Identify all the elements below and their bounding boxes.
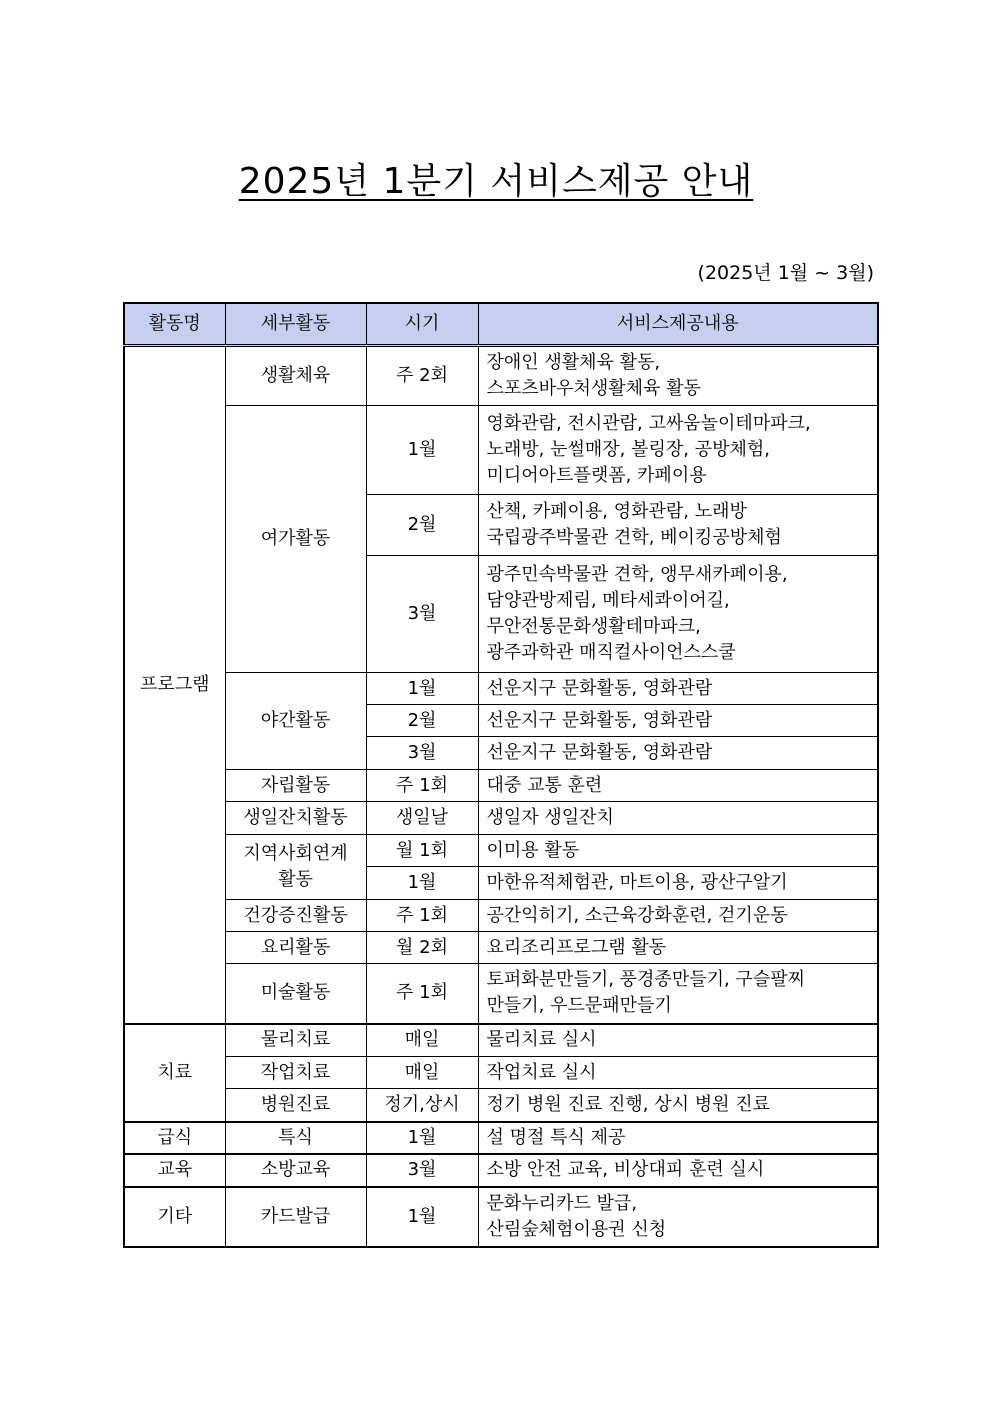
- table-row: [124, 1187, 878, 1247]
- table-row: [124, 673, 878, 705]
- content-cell: 정기 병원 진료 진행, 상시 병원 진료: [478, 1089, 878, 1122]
- header-activity: 활동명: [124, 303, 225, 346]
- table-row: [124, 802, 878, 835]
- content-cell: 설 명절 특식 제공: [478, 1122, 878, 1154]
- content-cell: 영화관람, 전시관람, 고싸움놀이테마파크, 노래방, 눈썰매장, 볼링장, 공방체험, 미디어아트플랫폼, 카페이용: [478, 406, 878, 495]
- table-row: [124, 932, 878, 964]
- timing-cell: 주 1회: [366, 900, 478, 932]
- timing-cell: 생일날: [366, 802, 478, 835]
- content-cell: 선운지구 문화활동, 영화관람: [478, 737, 878, 770]
- detail-cell: 야간활동: [225, 673, 366, 770]
- category-etc: 기타: [124, 1187, 225, 1247]
- timing-cell: 1월: [366, 406, 478, 495]
- table-row: [124, 1024, 878, 1057]
- table-row: [124, 770, 878, 802]
- timing-cell: 3월: [366, 737, 478, 770]
- content-cell: 산책, 카페이용, 영화관람, 노래방 국립광주박물관 견학, 베이킹공방체험: [478, 495, 878, 556]
- detail-cell: 카드발급: [225, 1187, 366, 1247]
- content-cell: 선운지구 문화활동, 영화관람: [478, 705, 878, 737]
- table-row: [124, 346, 878, 406]
- timing-cell: 2월: [366, 705, 478, 737]
- timing-cell: 매일: [366, 1057, 478, 1089]
- content-cell: 문화누리카드 발급, 산림숲체험이용권 신청: [478, 1187, 878, 1247]
- content-cell: 요리조리프로그램 활동: [478, 932, 878, 964]
- content-cell: 토퍼화분만들기, 풍경종만들기, 구슬팔찌 만들기, 우드문패만들기: [478, 964, 878, 1024]
- table-row: [124, 900, 878, 932]
- document-title: [0, 158, 992, 206]
- detail-cell: 특식: [225, 1122, 366, 1154]
- timing-cell: 주 1회: [366, 770, 478, 802]
- content-cell: 대중 교통 훈련: [478, 770, 878, 802]
- category-meal: 급식: [124, 1122, 225, 1154]
- content-cell: 이미용 활동: [478, 835, 878, 867]
- table-row: [124, 406, 878, 495]
- timing-cell: 3월: [366, 556, 478, 673]
- header-content: 서비스제공내용: [478, 303, 878, 346]
- document-title-text: 2025년 1분기 서비스제공 안내: [238, 161, 754, 202]
- timing-cell: 월 2회: [366, 932, 478, 964]
- content-cell: 선운지구 문화활동, 영화관람: [478, 673, 878, 705]
- timing-cell: 3월: [366, 1154, 478, 1187]
- content-cell: 작업치료 실시: [478, 1057, 878, 1089]
- content-cell: 생일자 생일잔치: [478, 802, 878, 835]
- detail-cell: 작업치료: [225, 1057, 366, 1089]
- detail-cell: 병원진료: [225, 1089, 366, 1122]
- category-education: 교육: [124, 1154, 225, 1187]
- timing-cell: 주 1회: [366, 964, 478, 1024]
- detail-cell: 건강증진활동: [225, 900, 366, 932]
- detail-cell: 미술활동: [225, 964, 366, 1024]
- content-cell: 물리치료 실시: [478, 1024, 878, 1057]
- table-row: [124, 964, 878, 1024]
- timing-cell: 1월: [366, 1122, 478, 1154]
- detail-cell: 물리치료: [225, 1024, 366, 1057]
- content-cell: 광주민속박물관 견학, 앵무새카페이용, 담양관방제림, 메타세콰이어길, 무안전통문화생활테마파크, 광주과학관 매직컬사이언스스쿨: [478, 556, 878, 673]
- table-row: [124, 1154, 878, 1187]
- content-cell: 소방 안전 교육, 비상대피 훈련 실시: [478, 1154, 878, 1187]
- timing-cell: 2월: [366, 495, 478, 556]
- timing-cell: 매일: [366, 1024, 478, 1057]
- timing-cell: 1월: [366, 867, 478, 900]
- table-row: [124, 1089, 878, 1122]
- table-row: [124, 835, 878, 867]
- table-header-row: [124, 303, 878, 346]
- content-cell: 공간익히기, 소근육강화훈련, 걷기운동: [478, 900, 878, 932]
- timing-cell: 1월: [366, 1187, 478, 1247]
- timing-cell: 월 1회: [366, 835, 478, 867]
- content-cell: 장애인 생활체육 활동, 스포츠바우처생활체육 활동: [478, 346, 878, 406]
- category-program: 프로그램: [124, 346, 225, 1024]
- timing-cell: 정기,상시: [366, 1089, 478, 1122]
- detail-cell: 지역사회연계 활동: [225, 835, 366, 900]
- detail-cell: 자립활동: [225, 770, 366, 802]
- detail-cell: 소방교육: [225, 1154, 366, 1187]
- header-detail: 세부활동: [225, 303, 366, 346]
- timing-cell: 1월: [366, 673, 478, 705]
- detail-cell: 생일잔치활동: [225, 802, 366, 835]
- timing-cell: 주 2회: [366, 346, 478, 406]
- detail-cell: 여가활동: [225, 406, 366, 673]
- header-timing: 시기: [366, 303, 478, 346]
- service-schedule-table: [123, 302, 879, 1248]
- detail-cell: 생활체육: [225, 346, 366, 406]
- category-therapy: 치료: [124, 1024, 225, 1122]
- content-cell: 마한유적체험관, 마트이용, 광산구알기: [478, 867, 878, 900]
- table-row: [124, 1122, 878, 1154]
- detail-cell: 요리활동: [225, 932, 366, 964]
- table-row: [124, 1057, 878, 1089]
- period-label: (2025년 1월 ~ 3월): [697, 262, 874, 284]
